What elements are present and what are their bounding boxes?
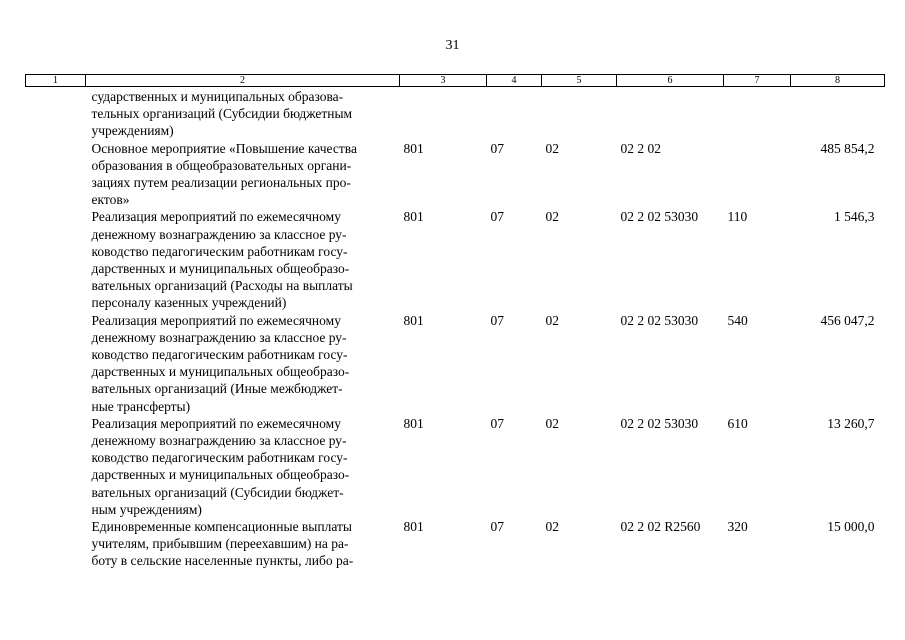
column-number: 3 bbox=[400, 75, 487, 87]
cell-column-3: 801 bbox=[403, 415, 424, 431]
table-row bbox=[26, 415, 885, 518]
column-number: 7 bbox=[724, 75, 791, 87]
cell-amount bbox=[791, 87, 885, 140]
cell-column-7: 320 bbox=[727, 519, 748, 535]
cell-amount: 13 260,7 bbox=[827, 415, 875, 431]
table-row bbox=[26, 140, 885, 209]
cell-column-3 bbox=[400, 87, 487, 140]
column-number: 8 bbox=[791, 75, 885, 87]
cell-column-3: 801 bbox=[403, 209, 424, 225]
cell-name: Основное мероприятие «Повышение качества образования в общеобразовательных органи- зациях путем реализации региональных про- ектов» bbox=[91, 140, 357, 208]
cell-name: сударственных и муниципальных образова- тельных организаций (Субсидии бюджетным учреждениям) bbox=[91, 89, 353, 139]
cell-column-7 bbox=[724, 140, 791, 209]
cell-column-4: 07 bbox=[490, 312, 504, 328]
cell-column-3: 801 bbox=[403, 519, 424, 535]
cell-column-4: 07 bbox=[490, 415, 504, 431]
cell-column-5: 02 bbox=[545, 519, 559, 535]
cell-name: Единовременные компенсационные выплаты учителям, прибывшим (переехавшим) на ра- боту в сельские населенные пункты, либо ра- bbox=[91, 519, 354, 569]
table-row bbox=[26, 518, 885, 570]
cell-column-5: 02 bbox=[545, 415, 559, 431]
cell-name: Реализация мероприятий по ежемесячному денежному вознаграждению за классное ру- ководство педагогическим работникам госу- дарственных и муниципальных общеобразо- вательных организаций (Иные межбюджет- ные трансферты) bbox=[91, 312, 350, 414]
budget-table bbox=[25, 74, 885, 570]
cell-column-4 bbox=[487, 87, 542, 140]
cell-column-7: 610 bbox=[727, 415, 748, 431]
cell-column-6: 02 2 02 R2560 bbox=[620, 519, 701, 535]
column-number: 2 bbox=[86, 75, 400, 87]
cell-column-3: 801 bbox=[403, 312, 424, 328]
column-number-row bbox=[26, 75, 885, 87]
table-row bbox=[26, 208, 885, 311]
cell-code bbox=[26, 87, 86, 140]
table-row bbox=[26, 87, 885, 140]
cell-column-7 bbox=[724, 87, 791, 140]
cell-code bbox=[26, 140, 86, 209]
cell-name: Реализация мероприятий по ежемесячному денежному вознаграждению за классное ру- ководство педагогическим работникам госу- дарственных и муниципальных общеобразо- вательных организаций (Расходы на выплаты персоналу казенных учреждений) bbox=[91, 209, 353, 311]
column-number: 4 bbox=[487, 75, 542, 87]
cell-amount: 15 000,0 bbox=[827, 519, 875, 535]
cell-column-5: 02 bbox=[545, 312, 559, 328]
cell-column-6: 02 2 02 53030 bbox=[620, 312, 699, 328]
cell-code bbox=[26, 312, 86, 415]
cell-column-6 bbox=[617, 87, 724, 140]
cell-column-4: 07 bbox=[490, 519, 504, 535]
cell-code bbox=[26, 208, 86, 311]
cell-amount: 485 854,2 bbox=[820, 140, 875, 156]
table-row bbox=[26, 312, 885, 415]
cell-column-4: 07 bbox=[490, 140, 504, 156]
cell-name: Реализация мероприятий по ежемесячному денежному вознаграждению за классное ру- ководство педагогическим работникам госу- дарственных и муниципальных общеобразо- вательных организаций (Субсидии бюджет- ным учреждениям) bbox=[91, 415, 350, 517]
cell-code bbox=[26, 518, 86, 570]
cell-column-3: 801 bbox=[403, 140, 424, 156]
cell-column-6: 02 2 02 53030 bbox=[620, 415, 699, 431]
cell-column-7: 540 bbox=[727, 312, 748, 328]
page-number: 31 bbox=[445, 38, 460, 53]
cell-column-5: 02 bbox=[545, 209, 559, 225]
column-number: 6 bbox=[617, 75, 724, 87]
column-number: 1 bbox=[26, 75, 86, 87]
cell-amount: 1 546,3 bbox=[834, 209, 875, 225]
cell-column-7: 110 bbox=[727, 209, 748, 225]
cell-column-4: 07 bbox=[490, 209, 504, 225]
column-number: 5 bbox=[542, 75, 617, 87]
cell-code bbox=[26, 415, 86, 518]
cell-column-5 bbox=[542, 87, 617, 140]
cell-amount: 456 047,2 bbox=[820, 312, 875, 328]
cell-column-6: 02 2 02 bbox=[620, 140, 661, 156]
cell-column-6: 02 2 02 53030 bbox=[620, 209, 699, 225]
cell-column-5: 02 bbox=[545, 140, 559, 156]
